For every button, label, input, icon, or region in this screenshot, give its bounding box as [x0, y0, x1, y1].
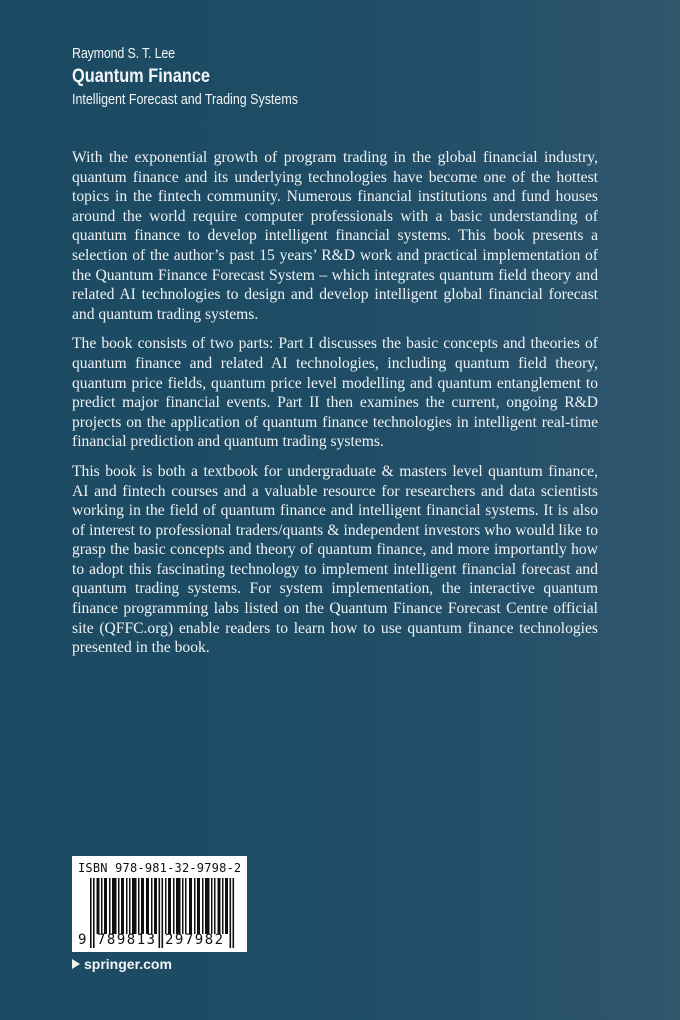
springer-link[interactable]	[72, 956, 172, 972]
isbn-label: ISBN 978-981-32-9798-2	[78, 861, 242, 875]
blurb-paragraph: With the exponential growth of program trading in the global financial industry, quantum finance and its underlying technologies have become one of the hottest topics in the fintech community. Numerous financial institutions and fund houses around the world require computer professionals with a basic understanding of quantum finance to develop intelligent financial systems. This book presents a selection of the author’s past 15 years’ R&D work and practical implementation of the Quantum Finance Forecast System – which integrates quantum field theory and related AI technologies to design and develop intelligent global financial forecast and quantum trading systems.	[72, 149, 598, 323]
isbn-barcode	[72, 856, 247, 952]
play-arrow-icon	[72, 959, 80, 969]
cover-header	[72, 44, 335, 110]
blurb-paragraph: This book is both a textbook for undergraduate & masters level quantum finance, AI and fintech courses and a valuable resource for researchers and data scientists working in the field of quantum finance and intelligent financial systems. It is also of interest to professional traders/quants & independent investors who would like to grasp the basic concepts and theory of quantum finance, and more importantly how to adopt this fascinating technology to implement intelligent financial forecast and quantum trading systems. For system implementation, the interactive quantum finance programming labs listed on the Quantum Finance Forecast Centre official site (QFFC.org) enable readers to learn how to use quantum finance technologies presented in the book.	[72, 462, 598, 657]
book-subtitle: Intelligent Forecast and Trading Systems	[72, 92, 298, 108]
barcode-digit-prefix: 9	[78, 932, 88, 948]
author-name: Raymond S. T. Lee	[72, 46, 175, 62]
blurb	[72, 148, 598, 668]
book-title: Quantum Finance	[72, 66, 211, 87]
springer-link-text: springer.com	[84, 956, 172, 972]
barcode-digits-left: 789813	[97, 932, 157, 948]
blurb-paragraph: The book consists of two parts: Part I discusses the basic concepts and theories of quantum finance and related AI technologies, including quantum field theory, quantum price fields, quantum price level modelling and quantum entanglement to predict major financial events. Part II then examines the current, ongoing R&D projects on the application of quantum finance technologies in intelligent real-time financial prediction and quantum trading systems.	[72, 335, 598, 451]
barcode-digits-right: 297982	[165, 932, 225, 948]
